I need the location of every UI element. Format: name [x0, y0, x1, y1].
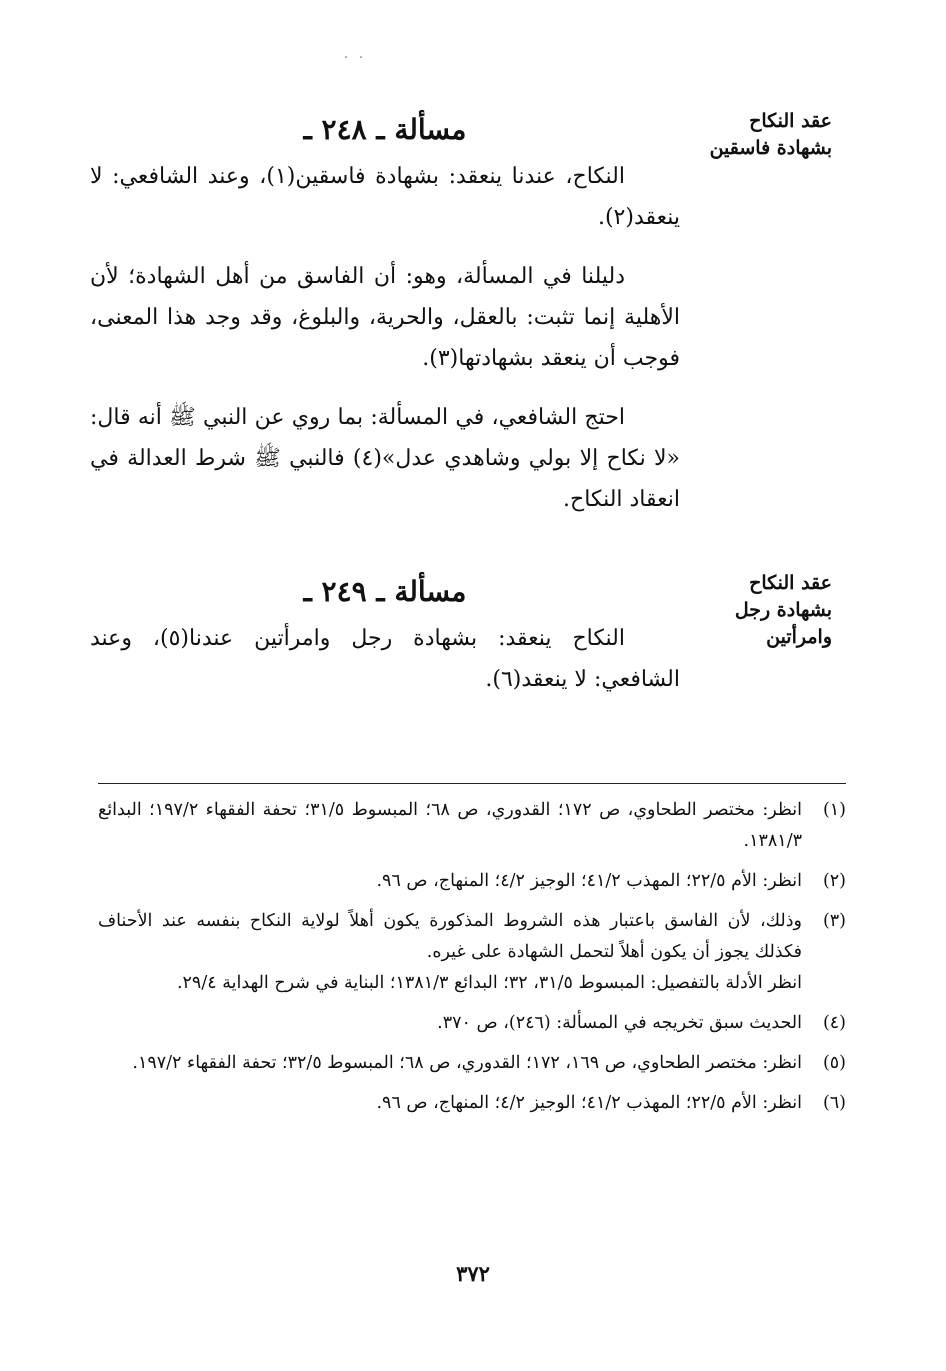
footnote: (٢) انظر: الأم ٢٢/٥؛ المهذب ٤١/٢؛ الوجيز ٤/٢؛ المنهاج، ص ٩٦.	[98, 866, 846, 897]
masala-title: مسألة ـ ٢٤٨ ـ	[303, 113, 467, 146]
paragraph: النكاح ينعقد: بشهادة رجل وامرأتين عندنا(٥)، وعند الشافعي: لا ينعقد(٦).	[90, 626, 680, 692]
page-top-marks: · ·	[343, 50, 367, 66]
footnote-number: (٦)	[822, 1093, 846, 1113]
paragraph: دليلنا في المسألة، وهو: أن الفاسق من أهل الشهادة؛ لأن الأهلية إنما تثبت: بالعقل، والحرية، والبلوغ، وقد وجد هذا المعنى، فوجب أن ينعقد بشهادتها(٣).	[90, 264, 680, 371]
main-text-column	[90, 108, 680, 534]
footnote: (٦) انظر: الأم ٢٢/٥؛ المهذب ٤١/٢؛ الوجيز ٤/٢؛ المنهاج، ص ٩٦.	[98, 1088, 846, 1119]
footnote: (٣) وذلك، لأن الفاسق باعتبار هذه الشروط المذكورة يكون أهلاً لولاية النكاح بنفسه عند الأحناف فكذلك يجوز أن يكون أهلاً لتحمل الشهادة على غيره. انظر الأدلة بالتفصيل: المبسوط ٣١/٥، ٣٢؛ البدائع ١٣٨١/٣؛ البناية في شرح الهداية ٢٩/٤.	[98, 906, 846, 999]
footnote-number: (٢)	[822, 871, 846, 891]
footnote-number: (١)	[822, 800, 846, 820]
page-number: ٣٧٢	[456, 1261, 490, 1286]
paragraph: احتج الشافعي، في المسألة: بما روي عن النبي ﷺ أنه قال: «لا نكاح إلا بولي وشاهدي عدل»(٤) فالنبي ﷺ شرط العدالة في انعقاد النكاح.	[90, 405, 680, 512]
footnote-separator	[98, 783, 846, 784]
margin-note: عقد النكاح بشهادة فاسقين	[709, 110, 832, 159]
footnote-number: (٤)	[822, 1013, 846, 1033]
footnote-number: (٣)	[822, 911, 846, 931]
footnote-number: (٥)	[822, 1053, 846, 1073]
main-text-column	[90, 570, 680, 714]
footnote: (٤) الحديث سبق تخريجه في المسألة: (٢٤٦)، ص ٣٧٠.	[98, 1008, 846, 1039]
footnote: (٥) انظر: مختصر الطحاوي، ص ١٦٩، ١٧٢؛ القدوري، ص ٦٨؛ المبسوط ٣٢/٥؛ تحفة الفقهاء ١٩٧/٢.	[98, 1048, 846, 1079]
paragraph: النكاح، عندنا ينعقد: بشهادة فاسقين(١)، وعند الشافعي: لا ينعقد(٢).	[90, 164, 680, 230]
footnotes	[98, 795, 846, 1128]
margin-note: عقد النكاح بشهادة رجل وامرأتين	[734, 572, 832, 648]
footnote: (١) انظر: مختصر الطحاوي، ص ١٧٢؛ القدوري، ص ٦٨؛ المبسوط ٣١/٥؛ تحفة الفقهاء ١٩٧/٢؛ البدائع ١٣٨١/٣.	[98, 795, 846, 857]
masala-title: مسألة ـ ٢٤٩ ـ	[303, 575, 467, 608]
